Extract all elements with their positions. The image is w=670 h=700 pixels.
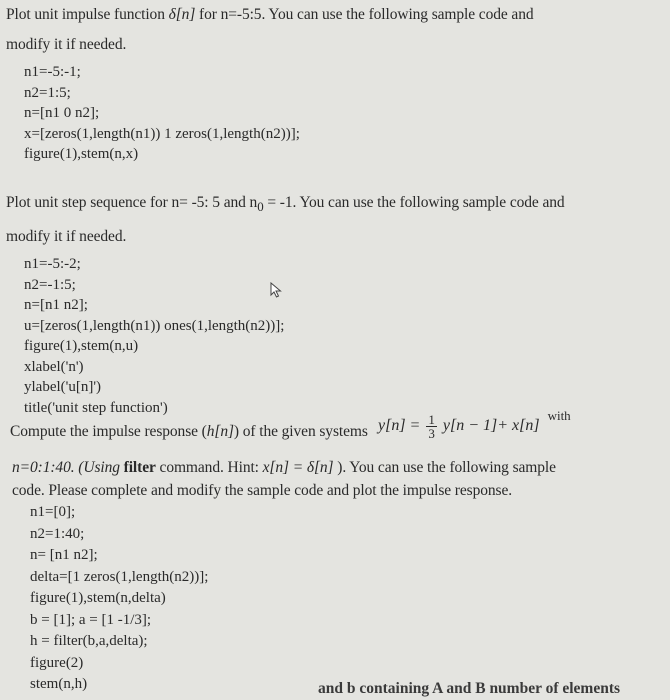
impulse-response-code-block bbox=[0, 502, 670, 696]
code-line: u=[zeros(1,length(n1)) ones(1,length(n2))]; bbox=[24, 317, 285, 334]
code-line: figure(1),stem(n,x) bbox=[24, 146, 139, 162]
code-line: figure(1),stem(n,u) bbox=[24, 338, 139, 355]
impulse-intro-line1: Plot unit impulse function δ[n] for n=-5:5. You can use the following sample code and bbox=[6, 6, 534, 23]
code-line: n=[n1 0 n2]; bbox=[24, 105, 100, 121]
step-intro-line2: modify it if needed. bbox=[6, 228, 127, 246]
code-line: n2=1:40; bbox=[30, 525, 85, 542]
code-line: figure(2) bbox=[30, 654, 84, 671]
impulse-intro-line2: modify it if needed. bbox=[6, 36, 127, 53]
code-line: delta=[1 zeros(1,length(n2))]; bbox=[30, 568, 209, 585]
code-line: ylabel('u[n]') bbox=[24, 379, 102, 396]
truncated-text: and b containing A and B number of elements bbox=[318, 680, 621, 697]
code-line: n2=-1:5; bbox=[24, 276, 76, 293]
fraction: $\frac{1}{3}$ bbox=[428, 411, 435, 441]
code-line: b = [1]; a = [1 -1/3]; bbox=[30, 611, 152, 628]
code-line: n= [n1 n2]; bbox=[30, 547, 98, 563]
code-line: n=[n1 n2]; bbox=[24, 297, 88, 314]
impulse-code-block bbox=[0, 62, 670, 165]
step-code-block bbox=[0, 254, 670, 418]
code-line: n1=-5:-1; bbox=[24, 64, 81, 80]
step-section bbox=[0, 188, 670, 418]
code-line: title('unit step function') bbox=[24, 399, 168, 416]
code-line: x=[zeros(1,length(n1)) 1 zeros(1,length(n2))]; bbox=[24, 125, 300, 142]
impulse-response-intro-line3: code. Please complete and modify the sample code and plot the impulse response. bbox=[12, 482, 513, 499]
impulse-response-intro-line1: Compute the impulse response (h[n]) of the given systems bbox=[10, 423, 368, 440]
code-line: n1=-5:-2; bbox=[24, 256, 81, 273]
step-intro-line1: Plot unit step sequence for n= -5: 5 and $n_0 = -1$. You can use the following sample code and bbox=[6, 194, 565, 215]
mouse-pointer-icon bbox=[270, 282, 284, 298]
code-line: xlabel('n') bbox=[24, 358, 84, 375]
impulse-section bbox=[0, 0, 670, 165]
impulse-response-intro-line2: n=0:1:40. (Using filter command. Hint: x[n] = δ[n] ). You can use the following sample bbox=[12, 459, 556, 476]
difference-equation: y[n] = $\frac{1}{3}$ y[n − 1]+ x[n] $^{with}$ bbox=[378, 408, 571, 441]
impulse-response-body bbox=[0, 456, 670, 696]
code-line: stem(n,h) bbox=[30, 676, 88, 692]
code-line: h = filter(b,a,delta); bbox=[30, 633, 148, 649]
code-line: n1=[0]; bbox=[30, 504, 76, 520]
code-line: figure(1),stem(n,delta) bbox=[30, 590, 166, 606]
code-line: n2=1:5; bbox=[24, 84, 71, 101]
